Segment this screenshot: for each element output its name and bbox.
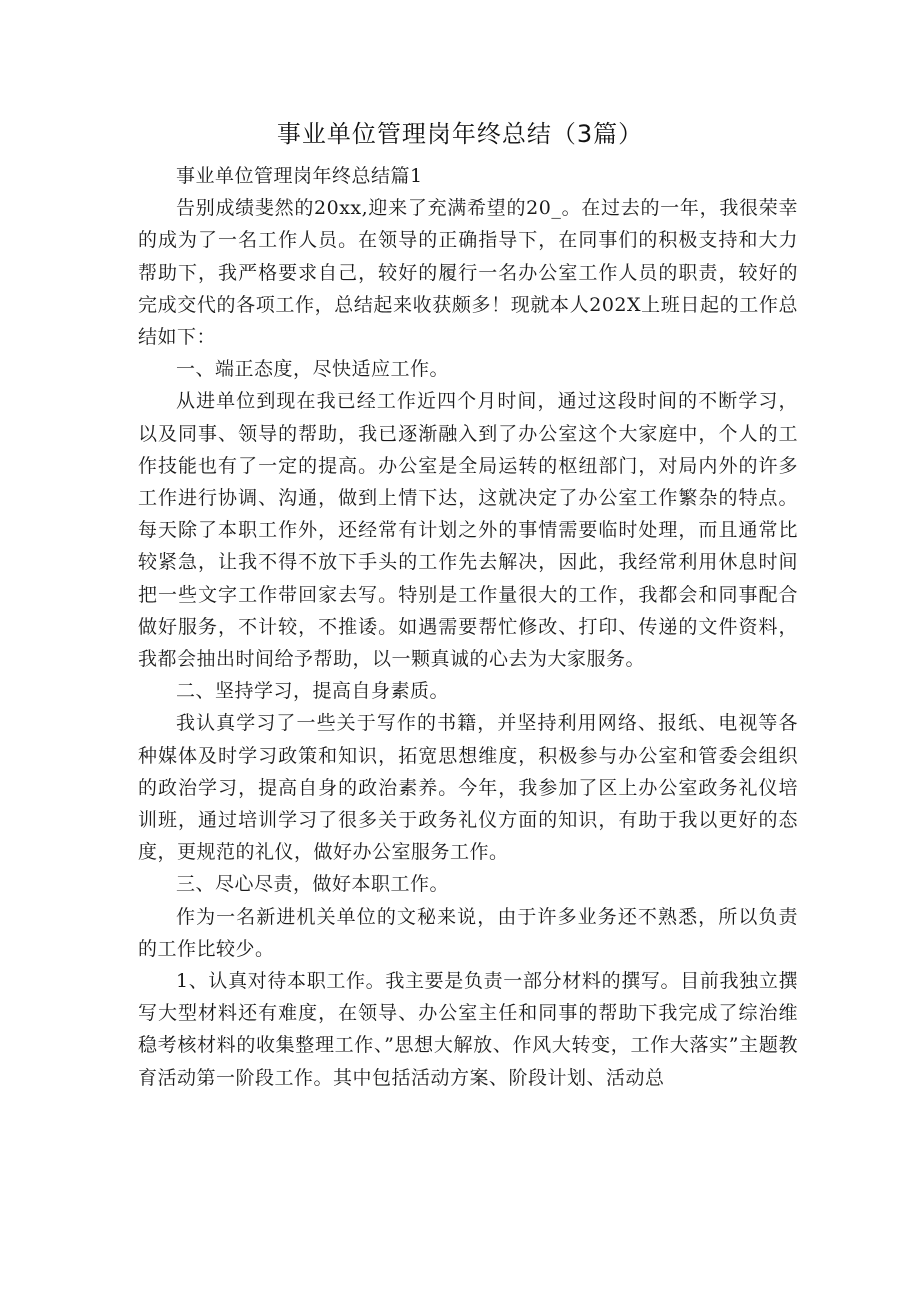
subheading-study: 二、坚持学习，提高自身素质。 (176, 680, 450, 703)
paragraph-study: 我认真学习了一些关于写作的书籍，并坚持利用网络、报纸、电视等各种媒体及时学习政策和知识，拓宽思想维度，积极参与办公室和管委会组织的政治学习，提高自身的政治素养。今年，我参加了区上办公室政务礼仪培训班，通过培训学习了很多关于政务礼仪方面的知识，有助于我以更好的态度，更规范的礼仪，做好办公室服务工作。 (138, 712, 798, 864)
subheading-duty: 三、尽心尽责，做好本职工作。 (176, 873, 450, 896)
paragraph-intro: 告别成绩斐然的20xx,迎来了充满希望的20_。在过去的一年，我很荣幸的成为了一名工作人员。在领导的正确指导下，在同事们的积极支持和大力帮助下，我严格要求自己，较好的履行一名办公室工作人员的职责，较好的完成交代的各项工作，总结起来收获颇多！现就本人202X上班日起的工作总结如下： (138, 197, 798, 349)
paragraph-duty: 作为一名新进机关单位的文秘来说，由于许多业务还不熟悉，所以负责的工作比较少。 (138, 905, 798, 960)
document-title: 事业单位管理岗年终总结（3篇） (276, 120, 644, 148)
paragraph-attitude: 从进单位到现在我已经工作近四个月时间，通过这段时间的不断学习，以及同事、领导的帮助，我已逐渐融入到了办公室这个大家庭中，个人的工作技能也有了一定的提高。办公室是全局运转的枢纽部门，对局内外的许多工作进行协调、沟通，做到上情下达，这就决定了办公室工作繁杂的特点。每天除了本职工作外，还经常有计划之外的事情需要临时处理，而且通常比较紧急，让我不得不放下手头的工作先去解决，因此，我经常利用休息时间把一些文字工作带回家去写。特别是工作量很大的工作，我都会和同事配合做好服务，不计较，不推诿。如遇需要帮忙修改、打印、传递的文件资料，我都会抽出时间给予帮助，以一颗真诚的心去为大家服务。 (138, 390, 798, 671)
paragraph-item-1: 1、认真对待本职工作。我主要是负责一部分材料的撰写。目前我独立撰写大型材料还有难度，在领导、办公室主任和同事的帮助下我完成了综治维稳考核材料的收集整理工作、”思想大解放、作风大转变，工作大落实”主题教育活动第一阶段工作。其中包括活动方案、阶段计划、活动总 (138, 970, 798, 1089)
document-body (138, 160, 798, 1094)
subheading-attitude: 一、端正态度，尽快适应工作。 (176, 358, 450, 381)
section-heading: 事业单位管理岗年终总结篇1 (176, 165, 423, 187)
